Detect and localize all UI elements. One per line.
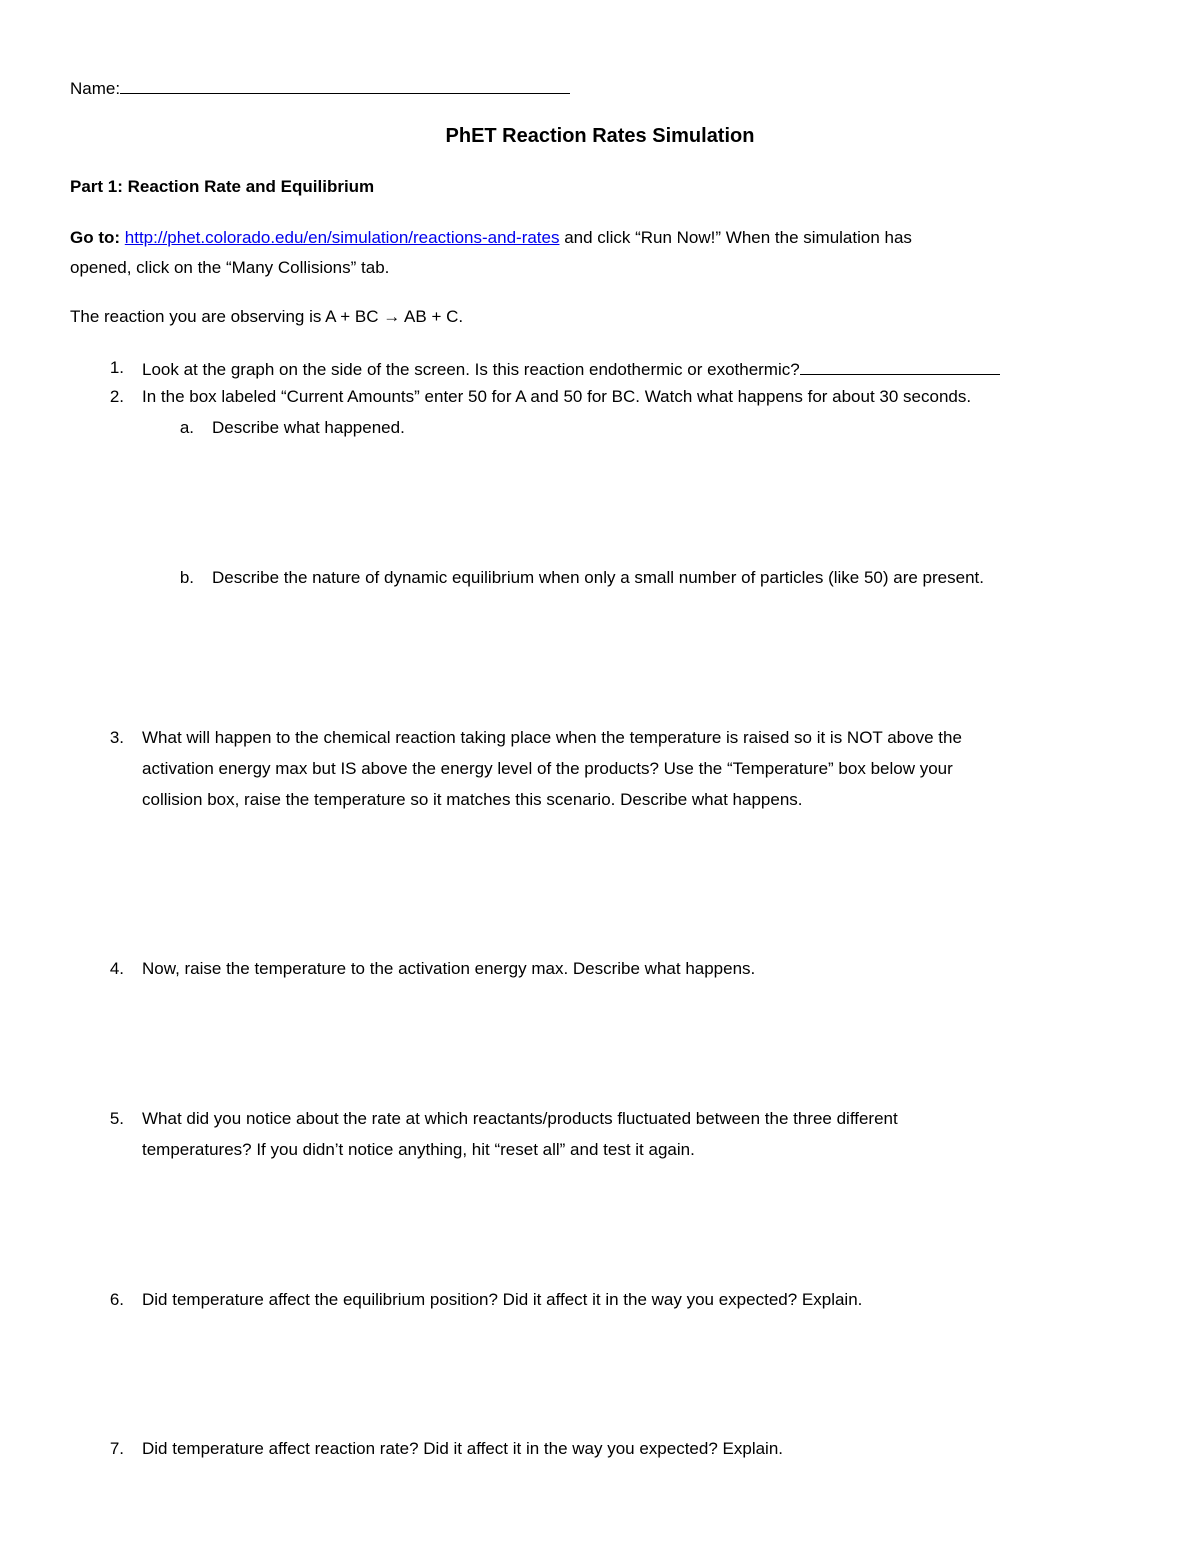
goto-line2: opened, click on the “Many Collisions” tab.: [70, 258, 390, 277]
name-field[interactable]: [70, 77, 570, 99]
goto-after-text: and click “Run Now!” When the simulation has: [559, 228, 912, 247]
q3-line3: collision box, raise the temperature so it matches this scenario. Describe what happens.: [142, 790, 803, 809]
q5-line2: temperatures? If you didn’t notice anything, hit “reset all” and test it again.: [142, 1140, 695, 1159]
simulation-link[interactable]: http://phet.colorado.edu/en/simulation/reactions-and-rates: [124, 228, 560, 247]
q5-line1: What did you notice about the rate at which reactants/products fluctuated between the three different: [142, 1109, 898, 1128]
q2-number: 2.: [109, 387, 124, 406]
page-title: PhET Reaction Rates Simulation: [445, 125, 755, 147]
part1-heading: Part 1: Reaction Rate and Equilibrium: [70, 177, 375, 196]
q3-number: 3.: [109, 728, 124, 747]
q1-number: 1.: [109, 358, 124, 377]
goto-label: Go to:: [70, 228, 121, 247]
q1-answer-blank[interactable]: [800, 358, 1000, 375]
q5-number: 5.: [109, 1109, 124, 1128]
q4-number: 4.: [109, 959, 124, 978]
q6-text: Did temperature affect the equilibrium position? Did it affect it in the way you expected? Explain.: [142, 1290, 863, 1309]
q1-text: Look at the graph on the side of the screen. Is this reaction endothermic or exothermic?: [142, 360, 800, 379]
name-label: Name:: [70, 79, 121, 98]
q3-line2: activation energy max but IS above the energy level of the products? Use the “Temperature” box below your: [142, 759, 953, 778]
q2b-letter: b.: [179, 568, 194, 587]
reaction-text: The reaction you are observing is A + BC → AB + C.: [70, 307, 464, 326]
q2-text: In the box labeled “Current Amounts” enter 50 for A and 50 for BC. Watch what happens for about 30 seconds.: [142, 387, 972, 406]
goto-line: [70, 228, 912, 248]
q2a-text: Describe what happened.: [212, 418, 405, 437]
q1-text-line: [142, 358, 1000, 380]
q2a-letter: a.: [179, 418, 194, 437]
q4-text: Now, raise the temperature to the activation energy max. Describe what happens.: [142, 959, 756, 978]
q7-text: Did temperature affect reaction rate? Did it affect it in the way you expected? Explain.: [142, 1439, 784, 1458]
q6-number: 6.: [109, 1290, 124, 1309]
q7-number: 7.: [109, 1439, 124, 1458]
name-blank-line[interactable]: [120, 77, 570, 94]
q2b-text: Describe the nature of dynamic equilibrium when only a small number of particles (like 50) are present.: [212, 568, 984, 587]
q3-line1: What will happen to the chemical reaction taking place when the temperature is raised so it is NOT above the: [142, 728, 962, 747]
